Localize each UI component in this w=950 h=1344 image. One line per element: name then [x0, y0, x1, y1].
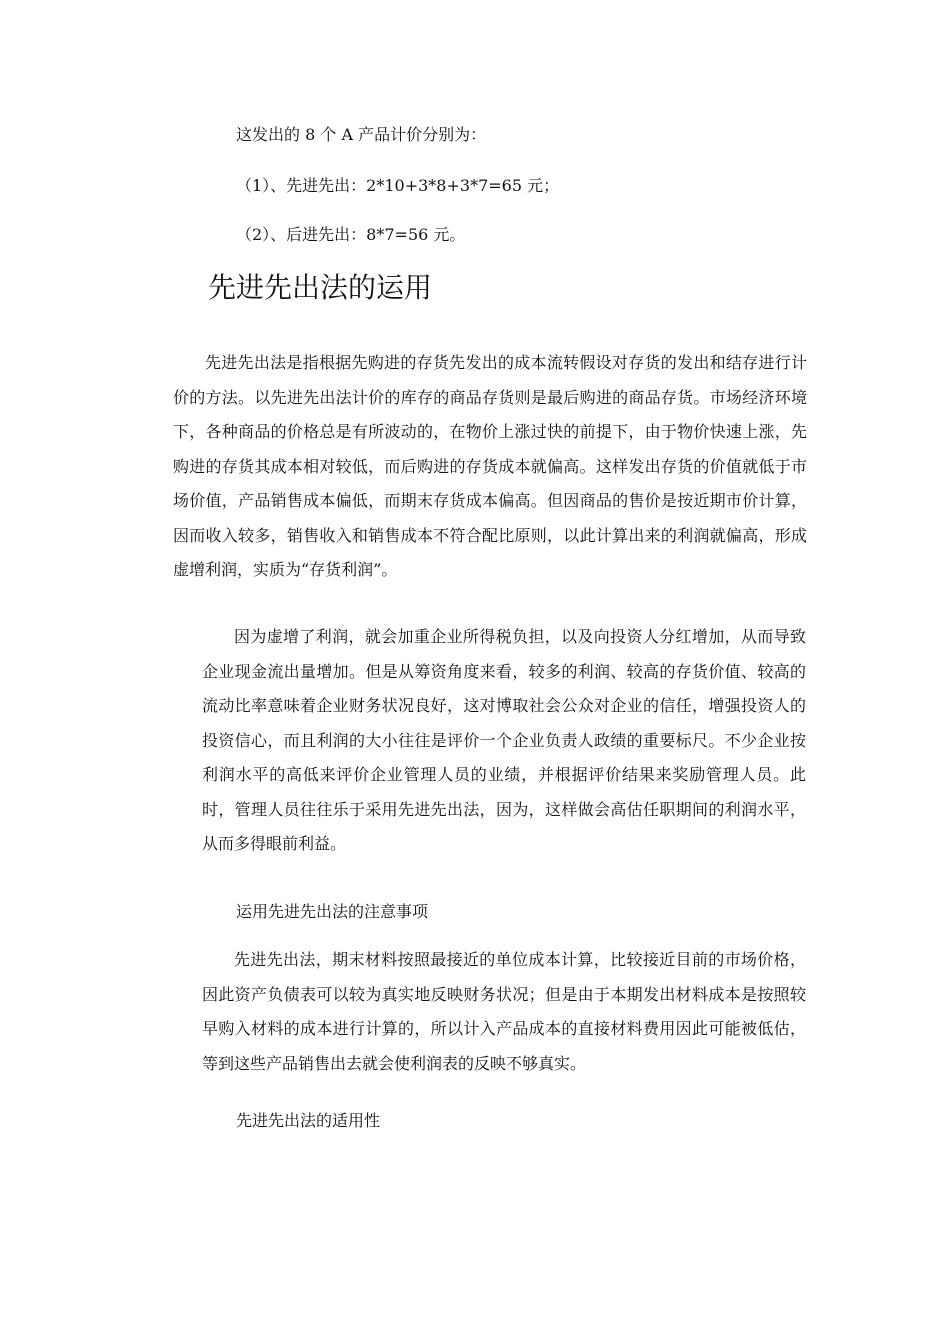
paragraph-period-end-materials: 先进先出法，期末材料按照最接近的单位成本计算，比较接近目前的市场价格，因此资产负债表可以较为真实地反映财务状况；但是由于本期发出材料成本是按照较早购入材料的成本进行计算的，所以计入产品成本的直接材料费用因此可能被低估，等到这些产品销售出去就会使利润表的反映不够真实。 [202, 950, 806, 1073]
subheading-notes: 运用先进先出法的注意事项 [236, 902, 429, 921]
paragraph-fifo-definition: 先进先出法是指根据先购进的存货先发出的成本流转假设对存货的发出和结存进行计价的方法。以先进先出法计价的库存的商品存货则是最后购进的商品存货。市场经济环境下，各种商品的价格总是有所波动的，在物价上涨过快的前提下，由于物价快速上涨，先购进的存货其成本相对较低，而后购进的存货成本就偏高。这样发出存货的价值就低于市场价值，产品销售成本偏低，而期末存货成本偏高。但因商品的售价是按近期市价计算，因而收入较多，销售收入和销售成本不符合配比原则，以此计算出来的利润就偏高，形成虚增利润，实质为“存货利润”。 [173, 353, 807, 579]
section-heading: 先进先出法的运用 [208, 271, 433, 304]
paragraph-inflated-profit: 因为虚增了利润，就会加重企业所得税负担，以及向投资人分红增加，从而导致企业现金流出量增加。但是从筹资角度来看，较多的利润、较高的存货价值、较高的流动比率意味着企业财务状况良好，这对博取社会公众对企业的信任，增强投资人的投资信心，而且利润的大小往往是评价一个企业负责人政绩的重要标尺。不少企业按利润水平的高低来评价企业管理人员的业绩，并根据评价结果来奖励管理人员。此时，管理人员往往乐于采用先进先出法，因为，这样做会高估任职期间的利润水平，从而多得眼前利益。 [202, 627, 806, 853]
calc-lifo-line: （2）、后进先出：8*7=56 元。 [236, 225, 466, 244]
calc-fifo-line: （1）、先进先出：2*10+3*8+3*7=65 元； [236, 176, 560, 195]
calc-intro-line: 这发出的 8 个 A 产品计价分别为： [236, 125, 487, 144]
subheading-applicability: 先进先出法的适用性 [236, 1111, 381, 1130]
